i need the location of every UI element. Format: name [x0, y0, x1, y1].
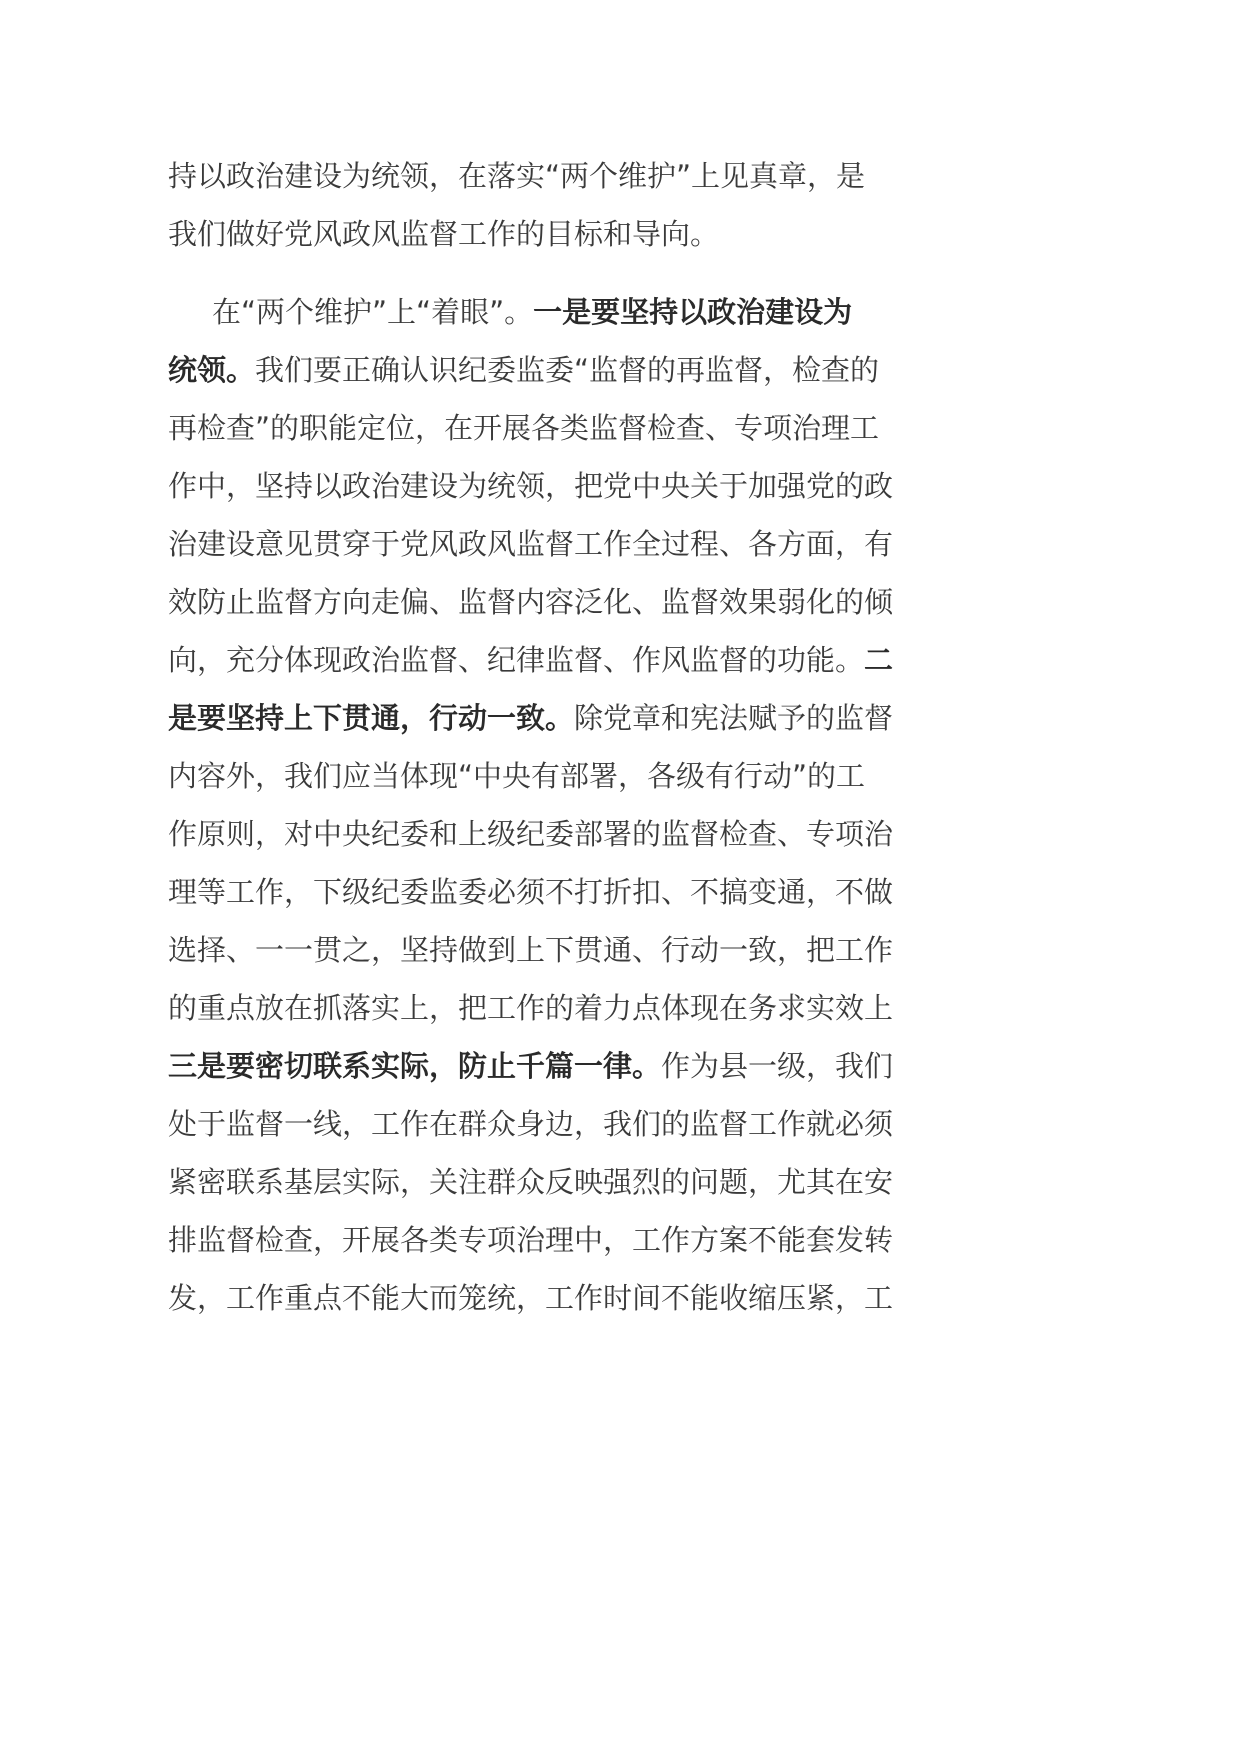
- bold-heading: 三是要密切联系实际，防止千篇一律。: [168, 1049, 662, 1083]
- document-body: [168, 147, 942, 1327]
- bold-heading: 一是要坚持以政治建设为: [533, 295, 853, 329]
- text-line: [168, 1037, 942, 1095]
- text-line: 持以政治建设为统领，在落实“两个维护”上见真章，是: [168, 159, 866, 193]
- paragraph: [168, 283, 942, 1327]
- text-line: 处于监督一线，工作在群众身边，我们的监督工作就必须: [168, 1107, 894, 1141]
- text-line: 作中，坚持以政治建设为统领，把党中央关于加强党的政: [168, 469, 894, 503]
- text-line: 我们做好党风政风监督工作的目标和导向。: [168, 217, 720, 251]
- text-line: 紧密联系基层实际，关注群众反映强烈的问题，尤其在安: [168, 1165, 894, 1199]
- text-line: 内容外，我们应当体现“中央有部署，各级有行动”的工: [168, 759, 866, 793]
- body-text: 我们要正确认识纪委监委“监督的再监督，检查的: [255, 353, 880, 387]
- text-line: 的重点放在抓落实上，把工作的着力点体现在务求实效上: [168, 991, 894, 1025]
- text-line: [168, 283, 942, 341]
- text-line: 发，工作重点不能大而笼统，工作时间不能收缩压紧，工: [168, 1281, 894, 1315]
- text-line: 排监督检查，开展各类专项治理中，工作方案不能套发转: [168, 1223, 894, 1257]
- body-text: 除党章和宪法赋予的监督: [574, 701, 894, 735]
- body-text: 向，充分体现政治监督、纪律监督、作风监督的功能。: [168, 643, 865, 677]
- text-line: [168, 631, 942, 689]
- text-line: [168, 689, 942, 747]
- text-line: 治建设意见贯穿于党风政风监督工作全过程、各方面，有: [168, 527, 894, 561]
- text-line: [168, 341, 942, 399]
- bold-heading: 是要坚持上下贯通，行动一致。: [168, 701, 575, 735]
- bold-heading: 二: [864, 643, 894, 677]
- paragraph-spacer: [168, 263, 942, 283]
- text-line: 选择、一一贯之，坚持做到上下贯通、行动一致，把工作: [168, 933, 894, 967]
- text-line: 再检查”的职能定位，在开展各类监督检查、专项治理工: [168, 411, 880, 445]
- body-text: 作为县一级，我们: [661, 1049, 894, 1083]
- bold-heading: 统领。: [168, 353, 256, 387]
- section-intro: 在“两个维护”上“着眼”。: [212, 295, 534, 329]
- paragraph: [168, 147, 942, 263]
- text-line: 效防止监督方向走偏、监督内容泛化、监督效果弱化的倾: [168, 585, 894, 619]
- text-line: 作原则，对中央纪委和上级纪委部署的监督检查、专项治: [168, 817, 894, 851]
- text-line: 理等工作，下级纪委监委必须不打折扣、不搞变通，不做: [168, 875, 894, 909]
